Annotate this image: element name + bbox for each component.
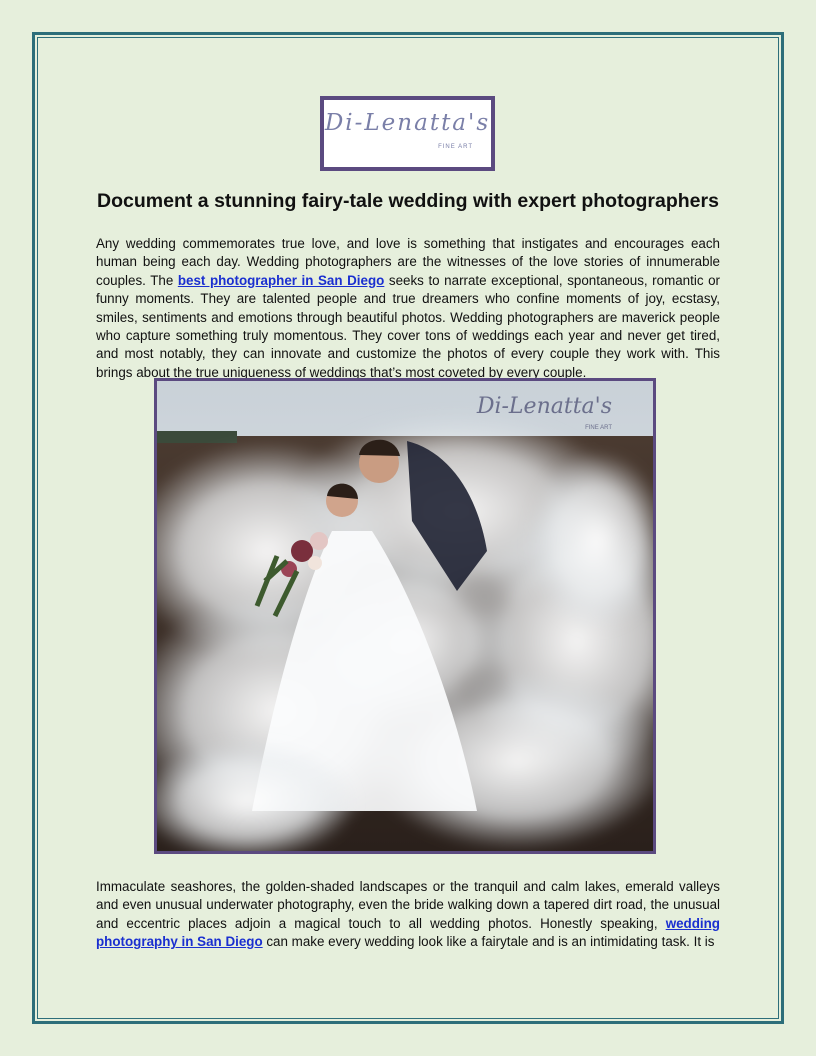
- second-paragraph: [96, 878, 720, 952]
- intro-text-end: seeks to narrate exceptional, spontaneous, romantic or funny moments. They are talented people and true dreamers who confine moments of joy, ecstasy, smiles, sentiments and emotions through beautiful photos. Wedding photographers are maverick people who capture something truly momentous. They cover tons of weddings each year and never get tired, and most notably, they can innovate and customize the photos of every couple they work with. This brings about the true uniqueness of weddings that’s most coveted by every couple.: [96, 272, 720, 380]
- best-photographer-link[interactable]: best photographer in San Diego: [177, 272, 385, 288]
- wedding-photo: [154, 378, 656, 854]
- brand-logo: [320, 96, 495, 171]
- wedding-photo-illustration: [157, 381, 653, 851]
- intro-paragraph: [96, 235, 720, 382]
- logo-subtitle: FINE ART: [438, 144, 473, 150]
- page-title: Document a stunning fairy-tale wedding with expert photographers: [97, 190, 719, 212]
- logo-script-text: Di-Lenatta's: [324, 110, 491, 136]
- second-text-end: can make every wedding look like a fairytale and is an intimidating task. It is: [262, 934, 715, 950]
- photo-watermark-script: Di-Lenatta's: [476, 394, 612, 419]
- wedding-photography-link[interactable]: wedding photography in San Diego: [96, 915, 720, 950]
- photo-watermark-subtitle: FINE ART: [585, 425, 612, 431]
- second-text-start: Immaculate seashores, the golden-shaded landscapes or the tranquil and calm lakes, emerald valleys and even unusual underwater photography, even the bride walking down a tapered dirt road, the unusual and eccentric places adjoin a magical touch to all wedding photos. Honestly speaking,: [96, 879, 720, 931]
- intro-text-start: Any wedding commemorates true love, and love is something that instigates and encourages each human being each day. Wedding photographers are the witnesses of the love stories of innumerable couples. The: [96, 236, 720, 288]
